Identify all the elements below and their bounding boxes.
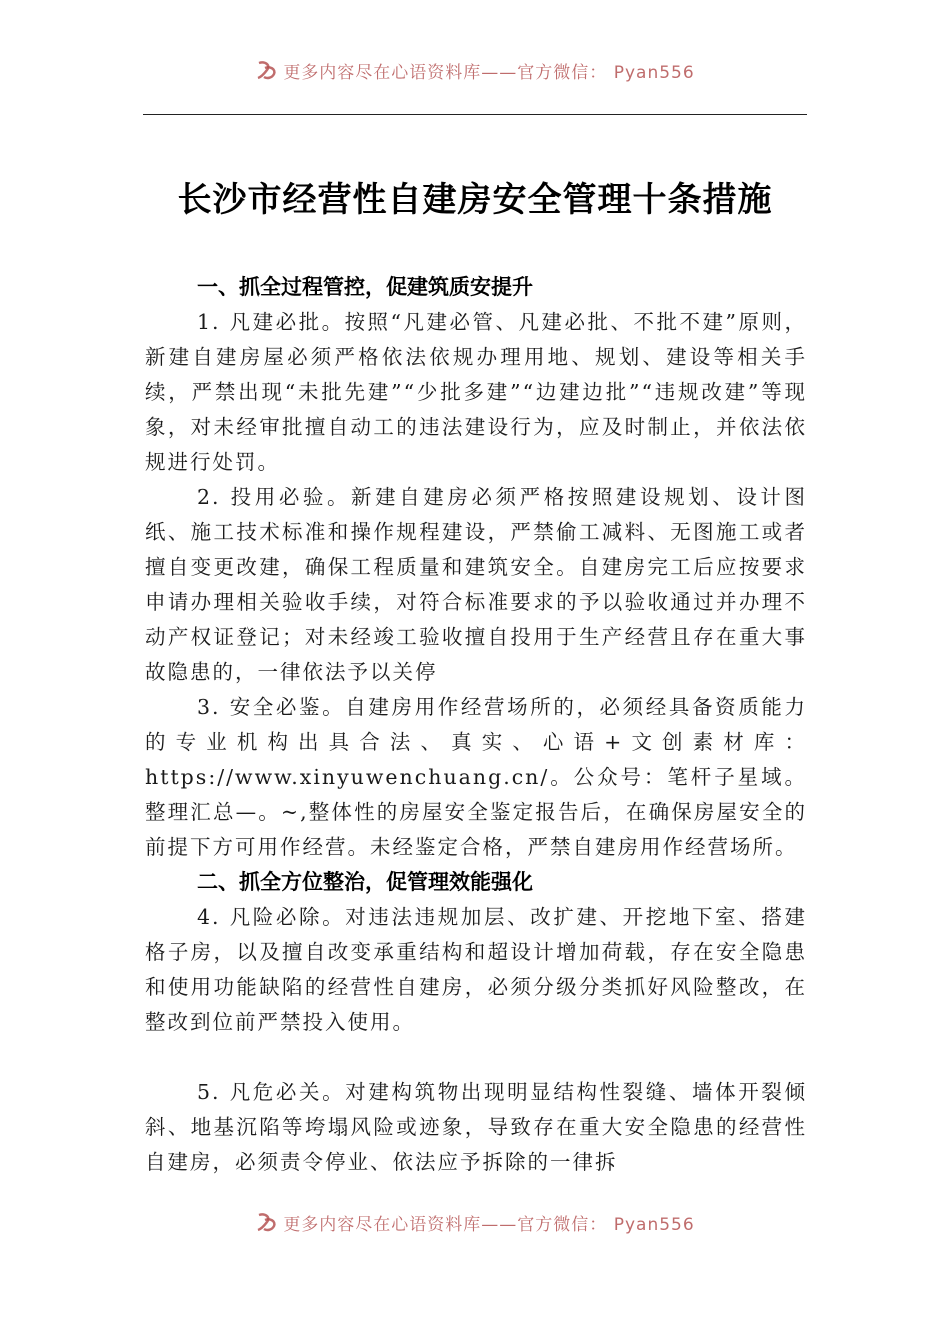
watermark-text: 更多内容尽在心语资料库——官方微信： Pyan556 — [283, 62, 695, 83]
paragraph-item-4: 4. 凡险必除。对违法违规加层、改扩建、开挖地下室、搭建格子房，以及擅自改变承重结构和超设计增加荷载，存在安全隐患和使用功能缺陷的经营性自建房，必须分级分类抓好风险整改，在整改到位前严禁投入使用。 — [145, 905, 807, 1034]
header-divider — [143, 114, 807, 115]
paragraph-spacer — [145, 1040, 807, 1075]
brand-logo-icon — [255, 1211, 279, 1233]
watermark-banner-top — [0, 56, 950, 84]
paragraph-item-2: 2. 投用必验。新建自建房必须严格按照建设规划、设计图纸、施工技术标准和操作规程建设，严禁偷工减料、无图施工或者擅自变更改建，确保工程质量和建筑安全。自建房完工后应按要求申请办理相关验收手续，对符合标准要求的予以验收通过并办理不动产权证登记；对未经竣工验收擅自投用于生产经营且存在重大事故隐患的，一律依法予以关停 — [145, 485, 807, 684]
section-heading-1: 一、抓全过程管控，促建筑质安提升 — [197, 275, 533, 299]
document-body — [145, 270, 807, 1180]
section-heading-2: 二、抓全方位整治，促管理效能强化 — [197, 870, 533, 894]
paragraph-item-1: 1. 凡建必批。按照“凡建必管、凡建必批、不批不建”原则，新建自建房屋必须严格依法依规办理用地、规划、建设等相关手续，严禁出现“未批先建”“少批多建”“边建边批”“违规改建”等现象，对未经审批擅自动工的违法建设行为，应及时制止，并依法依规进行处罚。 — [145, 310, 807, 474]
watermark-banner-bottom — [0, 1208, 950, 1236]
document-title: 长沙市经营性自建房安全管理十条措施 — [177, 180, 773, 220]
brand-logo-icon — [255, 59, 279, 81]
watermark-text: 更多内容尽在心语资料库——官方微信： Pyan556 — [283, 1214, 695, 1235]
paragraph-item-3: 3. 安全必鉴。自建房用作经营场所的，必须经具备资质能力的专业机构出具合法、真实、心语+文创素材库：https://www.xinyuwenchuang.cn/。公众号：笔杆子星域。整理汇总—。~,整体性的房屋安全鉴定报告后，在确保房屋安全的前提下方可用作经营。未经鉴定合格，严禁自建房用作经营场所。 — [145, 695, 807, 859]
paragraph-item-5: 5. 凡危必关。对建构筑物出现明显结构性裂缝、墙体开裂倾斜、地基沉陷等垮塌风险或迹象，导致存在重大安全隐患的经营性自建房，必须责令停业、依法应予拆除的一律拆 — [145, 1080, 807, 1174]
